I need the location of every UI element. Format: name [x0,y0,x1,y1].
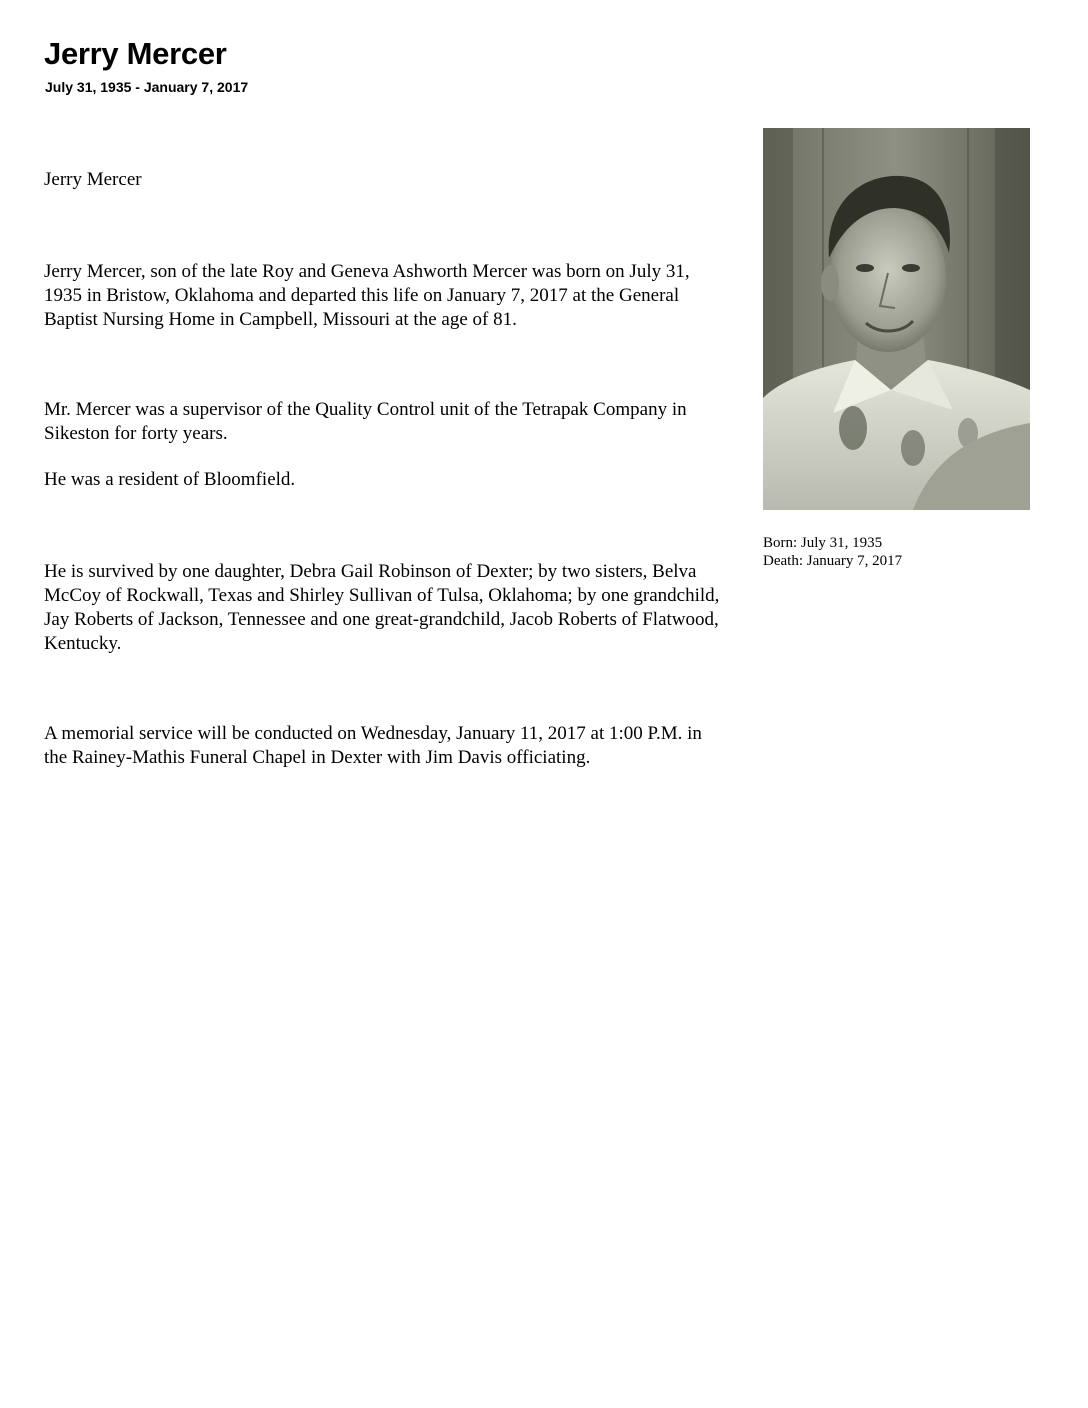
death-caption: Death: January 7, 2017 [763,553,903,569]
obituary-paragraph-birth: Jerry Mercer, son of the late Roy and Geneva Ashworth Mercer was born on July 31, 1935 in Bristow, Oklahoma and departed this life on January 7, 2017 at the General Baptist Nursing Home in Campbell, Missouri at the age of 81. [44,261,690,330]
portrait-photo [763,128,1030,510]
obituary-paragraph-residence: He was a resident of Bloomfield. [44,469,296,490]
portrait-photo-icon [763,128,1030,510]
obituary-paragraph-survivors: He is survived by one daughter, Debra Gail Robinson of Dexter; by two sisters, Belva McCoy of Rockwall, Texas and Shirley Sullivan of Tulsa, Oklahoma; by one grandchild, Jay Roberts of Jackson, Tennessee and one great-grandchild, Jacob Roberts of Flatwood, Kentucky. [44,561,720,654]
obituary-paragraph-career: Mr. Mercer was a supervisor of the Quality Control unit of the Tetrapak Company in Sikeston for forty years. [44,399,687,444]
page-title: Jerry Mercer [44,36,227,71]
born-caption: Born: July 31, 1935 [763,535,883,551]
life-dates: July 31, 1935 - January 7, 2017 [45,79,249,95]
obituary-paragraph-service: A memorial service will be conducted on Wednesday, January 11, 2017 at 1:00 P.M. in the Rainey-Mathis Funeral Chapel in Dexter with Jim Davis officiating. [44,723,702,768]
obituary-name-line: Jerry Mercer [44,169,142,190]
